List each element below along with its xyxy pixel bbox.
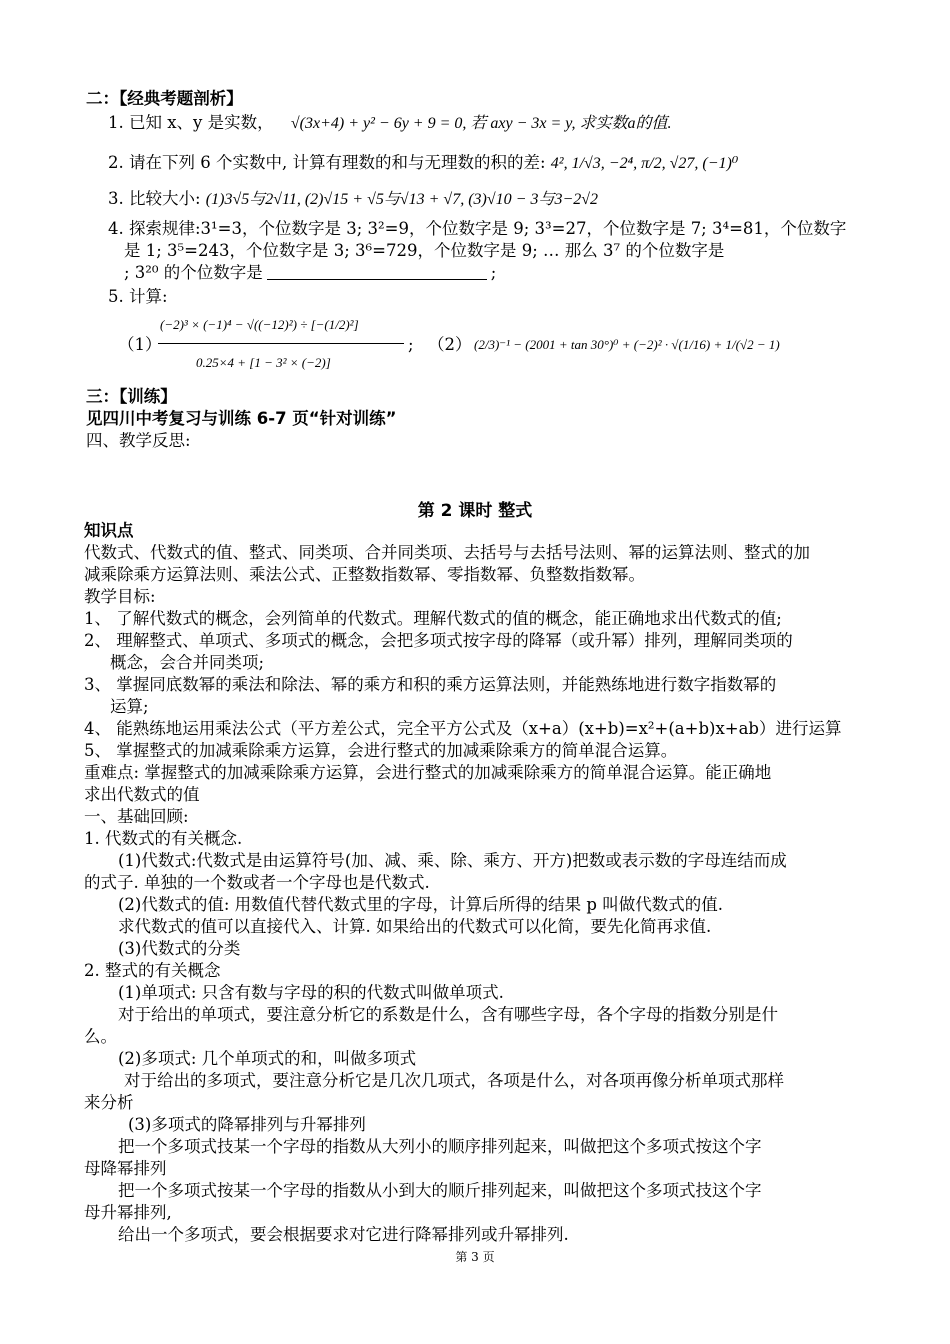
key-points-line2: 求出代数式的值 xyxy=(84,785,200,804)
review-2-3: (3)多项式的降幂排列与升幂排列 xyxy=(128,1115,366,1134)
knowledge-line1: 代数式、代数式的值、整式、同类项、合并同类项、去括号与去括号法则、幂的运算法则、整式的加 xyxy=(84,543,810,562)
q5-1-numerator: (−2)³ × (−1)⁴ − √((−12)²) ÷ [−(1/2)²] xyxy=(160,317,359,332)
q3-math: (1)3√5与2√11, (2)√15 + √5与√13 + √7, (3)√10 − 3与3−2√2 xyxy=(205,191,599,208)
question-4-line1: 4. 探索规律:3¹=3，个位数字是 3; 3²=9，个位数字是 9; 3³=27，个位数字是 7; 3⁴=81，个位数字 xyxy=(108,219,847,238)
q1-text: 1. 已知 x、y 是实数， xyxy=(108,113,274,132)
q4-line3-text: ; 3²⁰ 的个位数字是 xyxy=(124,263,263,282)
goal-3-line2: 运算; xyxy=(110,697,149,716)
q5-2-math: (2/3)⁻¹ − (2001 + tan 30°)⁰ + (−2)² · √(1/16) + 1/(√2 − 1) xyxy=(474,337,780,352)
question-1 xyxy=(108,112,672,135)
key-points-line1: 重难点: 掌握整式的加减乘除乘方运算，会进行整式的加减乘除乘方的简单混合运算。能正确地 xyxy=(84,763,772,782)
review-2-1b-line1: 对于给出的单项式，要注意分析它的系数是什么，含有哪些字母，各个字母的指数分别是什 xyxy=(118,1005,778,1024)
section3-line1: 见四川中考复习与训练 6-7 页“针对训练” xyxy=(86,409,397,428)
section4-heading: 四、教学反思: xyxy=(86,431,191,450)
q5-1-label: （1） xyxy=(118,335,162,354)
review-heading: 一、基础回顾: xyxy=(84,807,189,826)
q5-1-fraction-bar xyxy=(158,343,404,344)
review-1-2-line1: (2)代数式的值: 用数值代替代数式里的字母，计算后所得的结果 p 叫做代数式的值. xyxy=(118,895,723,914)
goal-1: 1、 了解代数式的概念，会列简单的代数式。理解代数式的值的概念，能正确地求出代数式的值; xyxy=(84,609,782,628)
review-2-1b-line2: 么。 xyxy=(84,1027,117,1046)
q2-math: 4², 1/√3, −2⁴, π/2, √27, (−1)⁰ xyxy=(550,155,739,172)
answer-blank xyxy=(267,263,487,280)
goals-heading: 教学目标: xyxy=(84,587,156,606)
review-2-2b-line1: 对于给出的多项式，要注意分析它是几次几项式，各项是什么，对各项再像分析单项式那样 xyxy=(124,1071,784,1090)
review-2-3b-line2: 母升幂排列, xyxy=(84,1203,172,1222)
q3-text: 3. 比较大小: xyxy=(108,189,201,208)
goal-4: 4、 能熟练地运用乘法公式（平方差公式，完全平方公式及（x+a）(x+b)=x²+(a+b)x+ab）进行运算 xyxy=(84,719,842,738)
question-5: 5. 计算: xyxy=(108,287,168,306)
goal-2-line2: 概念，会合并同类项; xyxy=(110,653,265,672)
review-2-2b-line2: 来分析 xyxy=(84,1093,134,1112)
question-4-line2: 是 1; 3⁵=243，个位数字是 3; 3⁶=729，个位数字是 9; … 那么 3⁷ 的个位数字是 xyxy=(124,241,725,260)
q4-line3-end: ; xyxy=(490,263,497,282)
goal-2-line1: 2、 理解整式、单项式、多项式的概念，会把多项式按字母的降幂（或升幂）排列，理解同类项的 xyxy=(84,631,793,650)
review-1-1-line1: (1)代数式:代数式是由运算符号(加、减、乘、除、乘方、开方)把数或表示数的字母连结而成 xyxy=(118,851,787,870)
review-2-2: (2)多项式: 几个单项式的和，叫做多项式 xyxy=(118,1049,417,1068)
q5-separator: ; xyxy=(408,335,414,354)
review-1-2-line2: 求代数式的值可以直接代入、计算. 如果给出的代数式可以化简，要先化简再求值. xyxy=(118,917,712,936)
q2-text: 2. 请在下列 6 个实数中, 计算有理数的和与无理数的积的差: xyxy=(108,153,546,172)
goal-3-line1: 3、 掌握同底数幂的乘法和除法、幂的乘方和积的乘方运算法则，并能熟练地进行数字指数幂的 xyxy=(84,675,777,694)
review-2-3a-line2: 母降幂排列 xyxy=(84,1159,167,1178)
knowledge-line2: 减乘除乘方运算法则、乘法公式、正整数指数幂、零指数幂、负整数指数幂。 xyxy=(84,565,645,584)
review-1-1-line2: 的式子. 单独的一个数或者一个字母也是代数式. xyxy=(84,873,430,892)
review-2-3c: 给出一个多项式，要会根据要求对它进行降幂排列或升幂排列. xyxy=(118,1225,569,1244)
lesson-title: 第 2 课时 整式 xyxy=(417,501,533,521)
q5-1-denominator: 0.25×4 + [1 − 3² × (−2)] xyxy=(196,355,331,370)
goal-5: 5、 掌握整式的加减乘除乘方运算，会进行整式的加减乘除乘方的简单混合运算。 xyxy=(84,741,678,760)
q1-math: √(3x+4) + y² − 6y + 9 = 0, 若 axy − 3x = y, 求实数a的值. xyxy=(290,115,672,132)
page-number: 第 3 页 xyxy=(455,1250,495,1264)
section2-heading: 二：【经典考题剖析】 xyxy=(86,89,243,108)
q5-2-label: （2） xyxy=(428,335,472,354)
question-4-line3 xyxy=(124,262,496,284)
review-2-3a-line1: 把一个多项式技某一个字母的指数从大列小的顺序排列起来，叫做把这个多项式按这个字 xyxy=(118,1137,762,1156)
review-2-3b-line1: 把一个多项式按某一个字母的指数从小到大的顺斤排列起来，叫做把这个多项式技这个字 xyxy=(118,1181,762,1200)
review-2: 2. 整式的有关概念 xyxy=(84,961,221,980)
review-1-3: (3)代数式的分类 xyxy=(118,939,241,958)
review-1: 1. 代数式的有关概念. xyxy=(84,829,243,848)
review-2-1: (1)单项式: 只含有数与字母的积的代数式叫做单项式. xyxy=(118,983,504,1002)
question-2 xyxy=(108,152,738,175)
question-3 xyxy=(108,188,598,211)
knowledge-heading: 知识点 xyxy=(84,521,134,540)
section3-heading: 三：【训练】 xyxy=(86,387,177,406)
